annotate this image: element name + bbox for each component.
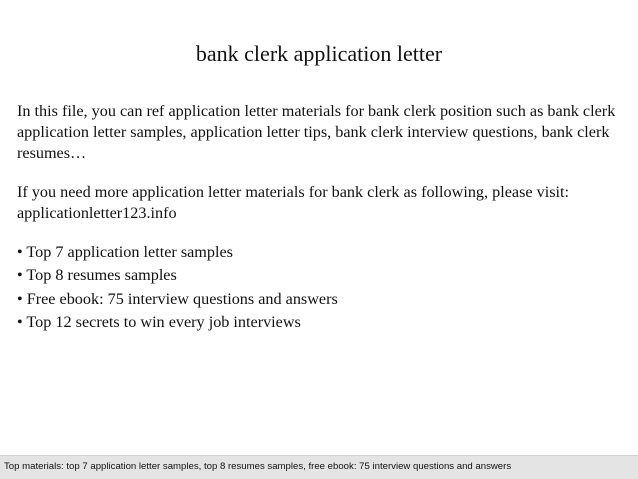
bullet-item-interview-secrets: • Top 12 secrets to win every job interviews <box>17 312 301 331</box>
slide-title: bank clerk application letter <box>195 41 443 66</box>
bullet-list <box>17 241 617 334</box>
footer-text: Top materials: top 7 application letter samples, top 8 resumes samples, free ebook: 75 interview questions and answers <box>4 461 512 472</box>
bullet-item-free-ebook: • Free ebook: 75 interview questions and answers <box>17 289 338 308</box>
bullet-item-letter-samples: • Top 7 application letter samples <box>17 243 233 261</box>
more-info-paragraph: If you need more application letter materials for bank clerk as following, please visit: applicationletter123.info <box>17 183 569 222</box>
footer-bar <box>0 455 638 479</box>
bullet-item-resume-samples: • Top 8 resumes samples <box>17 266 177 285</box>
intro-paragraph: In this file, you can ref application letter materials for bank clerk position such as bank clerk application letter samples, application letter tips, bank clerk interview questions, bank clerk resumes… <box>17 102 616 162</box>
